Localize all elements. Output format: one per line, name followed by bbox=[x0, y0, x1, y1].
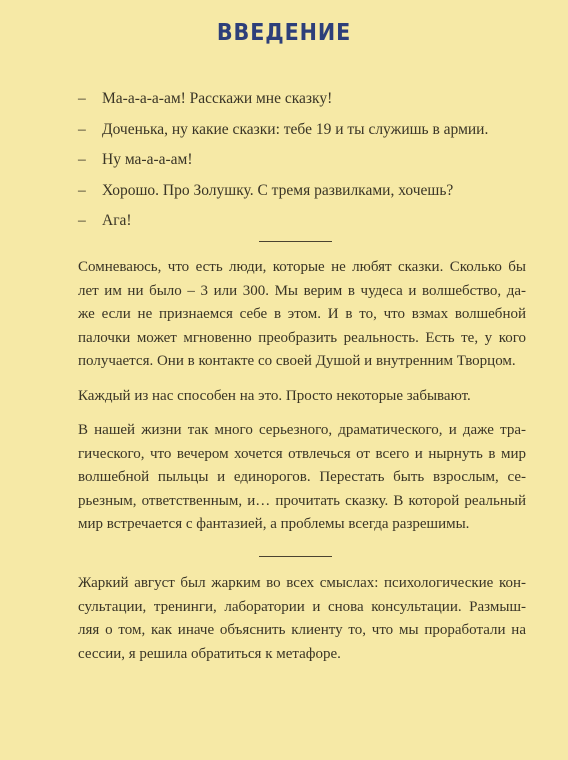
dialog-line bbox=[78, 206, 538, 237]
dialog-line bbox=[78, 176, 538, 207]
dialog-text: Хорошо. Про Золушку. С тремя развилками, хочешь? bbox=[102, 181, 454, 199]
page-title: ВВЕДЕНИЕ bbox=[216, 20, 352, 46]
paragraph bbox=[78, 256, 526, 374]
dialog-dash: – bbox=[78, 151, 86, 168]
text-line: ляя о том, как иначе объяснить клиенту то, что мы проработали на bbox=[78, 622, 526, 638]
dialog-line bbox=[78, 145, 538, 176]
dialog-dash: – bbox=[78, 212, 86, 229]
body-section-2 bbox=[78, 572, 526, 677]
section-divider bbox=[259, 556, 332, 557]
dialog-dash: – bbox=[78, 90, 86, 107]
dialog-line bbox=[78, 115, 538, 146]
text-line: сультации, тренинги, лаборатории и снова консультации. Размыш- bbox=[78, 598, 526, 615]
body-section-1 bbox=[78, 256, 526, 548]
dialog-dash: – bbox=[78, 181, 86, 199]
text-line: мир встречается с фантазией, а проблемы всегда разрешимы. bbox=[78, 516, 470, 532]
text-line: Жаркий август был жарким во всех смыслах: психологические кон- bbox=[78, 575, 526, 591]
section-divider bbox=[259, 241, 332, 242]
dialog-text: Доченька, ну какие сказки: тебе 19 и ты служишь в армии. bbox=[102, 120, 489, 138]
dialog-text: Ма-а-а-а-ам! Расскажи мне сказку! bbox=[102, 90, 333, 107]
text-line: рьезным, ответственным, и… прочитать сказку. В которой реальный bbox=[78, 492, 526, 509]
text-line: лет им ни было – 3 или 300. Мы верим в чудеса и волшебство, да- bbox=[78, 282, 526, 299]
dialog-text: Ага! bbox=[102, 212, 132, 229]
dialog-line bbox=[78, 84, 538, 115]
paragraph bbox=[78, 419, 526, 537]
paragraph bbox=[78, 385, 526, 409]
dialog-text: Ну ма-а-а-ам! bbox=[102, 151, 193, 168]
dialog-block bbox=[78, 84, 538, 237]
text-line: же если не признаемся себе в этом. И в то, что взмах волшебной bbox=[78, 306, 526, 322]
dialog-dash: – bbox=[78, 120, 86, 138]
text-line: Каждый из нас способен на это. Просто некоторые забывают. bbox=[78, 387, 471, 404]
paragraph bbox=[78, 572, 526, 666]
text-line: Сомневаюсь, что есть люди, которые не любят сказки. Сколько бы bbox=[78, 259, 526, 275]
text-line: получается. Они в контакте со своей Душой и внутренним Творцом. bbox=[78, 353, 516, 369]
text-line: палочки может мгновенно преобразить реальность. Есть те, у кого bbox=[78, 329, 526, 346]
text-line: гического, что вечером хочется отвлечься от всего и нырнуть в мир bbox=[78, 445, 526, 462]
text-line: сессии, я решила обратиться к метафоре. bbox=[78, 645, 341, 662]
text-line: волшебной пыльцы и единорогов. Перестать быть взрослым, се- bbox=[78, 469, 526, 485]
text-line: В нашей жизни так много серьезного, драматического, и даже тра- bbox=[78, 422, 526, 438]
